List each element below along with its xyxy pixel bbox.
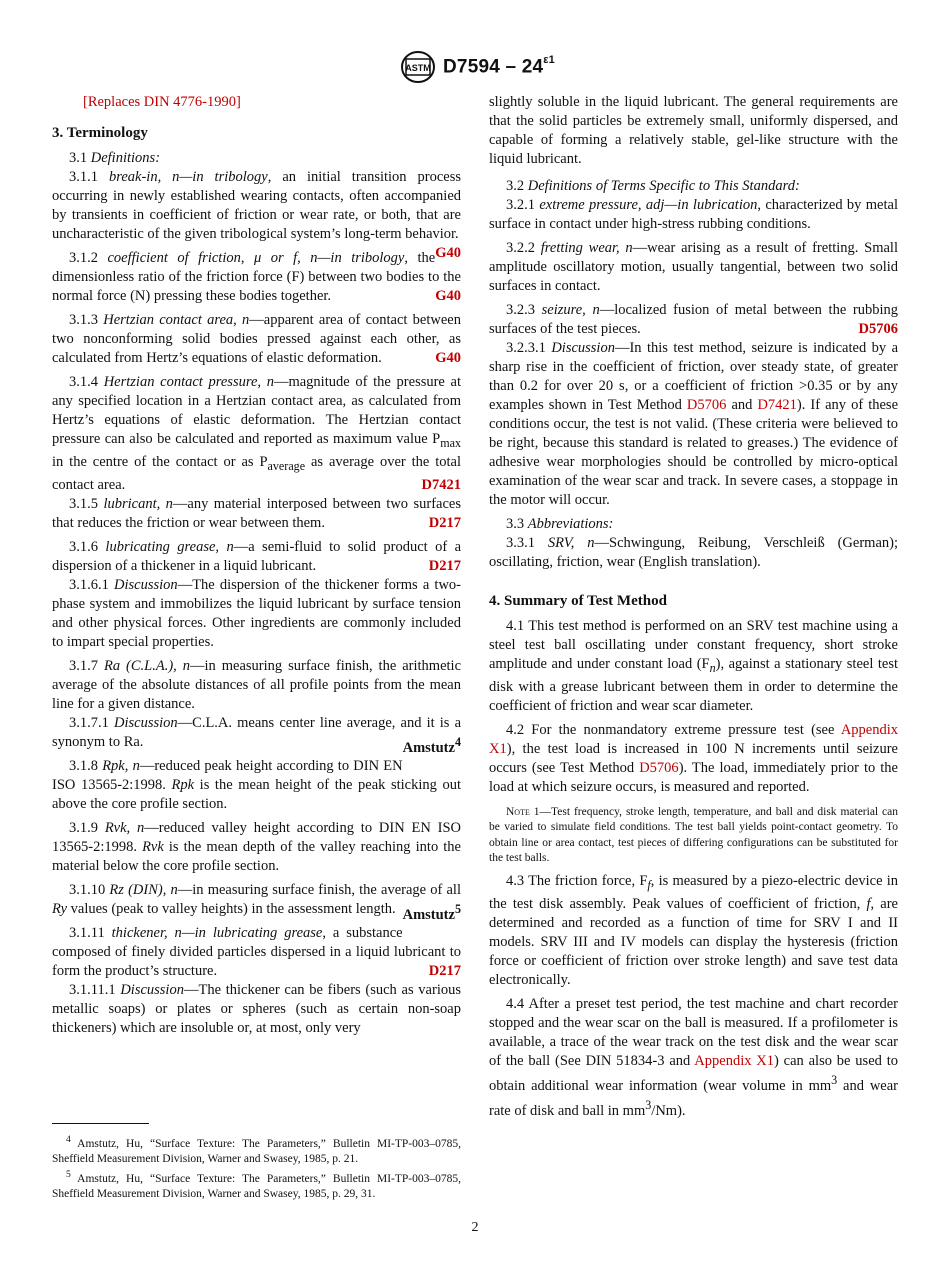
- para-3-1-7: 3.1.7 Ra (C.L.A.), n—in measuring surface finish, the arithmetic average of the absolute distances of all profile points from the mean line for a given distance.: [52, 657, 462, 712]
- standard-designation: $D7594 - 24^{\varepsilon 1}$: [443, 54, 555, 78]
- para-3-1-9: 3.1.9 Rvk, n—reduced valley height according to DIN EN ISO 13565-2:1998. Rvk is the mean depth of the valley reaching into the material below the core profile section.: [52, 819, 462, 874]
- para-3-1-3: 3.1.3 Hertzian contact area, n—apparent area of contact between two nonconforming solid bodies pressed against each other, as calculated from Hertz’s equations of elastic deformation. G40: [52, 312, 461, 366]
- para-4-3: 4.3 The friction force, $F_f$, is measured by a piezo-electric device in the test disk assembly. Peak values of coefficient of friction, f, are determined and recorded as a function of time for SRV I and II models. SRV III and IV models can display the hysteresis (friction force or coefficient of friction over stroke length) and save test data electronically.: [489, 872, 898, 988]
- ref-d7421[interactable]: D7421: [421, 476, 461, 493]
- link-d7421[interactable]: D7421: [757, 397, 797, 413]
- astm-logo-icon: [400, 50, 436, 84]
- link-d5706[interactable]: D5706: [639, 759, 679, 776]
- para-3-1-6-1: 3.1.6.1 Discussion—The dispersion of the thickener forms a two-phase system and immobilizes the liquid lubricant by surface tension and other physical forces. Other ingredients are commonly included to impart special properties.: [52, 576, 461, 650]
- right-column: [489, 93, 898, 1120]
- para-continued: slightly soluble in the liquid lubricant. The general requirements are that the solid particles be extremely small, uniformly dispersed, and capable of forming a relatively stable, gel-like structure with the liquid lubricant.: [489, 94, 898, 167]
- para-3-1-2: 3.1.2 coefficient of friction, μ or f, n—in tribology, the dimensionless ratio of the friction force (F) between two bodies to the normal force (N) pressing these bodies together. G40: [52, 250, 461, 304]
- para-3-2-2: 3.2.2 fretting wear, n—wear arising as a result of fretting. Small amplitude oscillatory motion, usually tangential, between two solid surfaces in contact.: [489, 240, 898, 294]
- section-4-heading: 4. Summary of Test Method: [489, 593, 667, 609]
- para-3-1-8: 3.1.8 Rpk, n—reduced peak height according to DIN EN ISO 13565-2:1998. Rpk is the mean height of the peak sticking out above the core profile section.: [52, 757, 461, 812]
- para-3-1: 3.1 Definitions:: [69, 150, 161, 166]
- para-3-1-5: 3.1.5 lubricant, n—any material interposed between two surfaces that reduces the friction or wear between them. D217: [52, 495, 461, 531]
- footnote-divider: [52, 1123, 149, 1124]
- footnote-4: $^4$ Amstutz, Hu, “Surface Texture: The Parameters,” Bulletin MI-TP-003–0785, Sheffield Measurement Division, Warner and Swasey, 1985, p. 21.: [52, 1134, 461, 1165]
- ref-g40[interactable]: G40: [435, 288, 461, 304]
- para-3-1-4: 3.1.4 Hertzian contact pressure, n—magnitude of the pressure at any specified location in a Hertzian contact area, as calculated from Hertz’s equations of elastic deformation. The Hertzian contact pressure can also be calculated and reported as maximum value $P_{max}$ in the centre of the contact or as $P_{average}$ as average over the total contact area. D7421: [52, 374, 462, 493]
- para-3-1-1: 3.1.1 break-in, n—in tribology, an initial transition process occurring in newly established wearing contacts, often accompanied by transients in coefficient of friction or wear rate, or both, that are uncharacteristic of the given tribological system’s long-term behavior. G40: [52, 169, 462, 261]
- ref-amstutz: Amstutz$^4$: [402, 734, 461, 756]
- para-3-1-11-1: 3.1.11.1 Discussion—The thickener can be fibers (such as various metallic soaps) or plates or spheres (such as certain non-soap thickeners) which are insoluble or, at most, only very: [52, 981, 461, 1036]
- para-4-4: 4.4 After a preset test period, the test machine and chart recorder stopped and the wear scar on the ball is measured. If a profilometer is available, a trace of the wear track on the test disk and the wear scar of the ball (See DIN 51834-3 and Appendix X1) can also be used to obtain additional wear information (wear volume in $mm^3$ and wear rate of disk and ball in $mm^3/Nm$).: [489, 995, 899, 1119]
- left-column: [52, 93, 461, 1038]
- footnote-5: $^5$ Amstutz, Hu, “Surface Texture: The Parameters,” Bulletin MI-TP-003–0785, Sheffield Measurement Division, Warner and Swasey, 1985, p. 29, 31.: [52, 1168, 461, 1200]
- ref-d5706[interactable]: D5706: [858, 321, 898, 337]
- page-header: [0, 50, 950, 86]
- para-3-3-1: 3.3.1 SRV, n—Schwingung, Reibung, Verschleiß (German); oscillating, friction, wear (English translation).: [489, 535, 898, 570]
- para-3-1-11: 3.1.11 thickener, n—in lubricating grease, a substance composed of finely divided particles dispersed in a liquid lubricant to form the product’s structure. D217: [52, 924, 461, 979]
- ref-amstutz: Amstutz$^5$: [402, 901, 461, 923]
- para-3-1-6: 3.1.6 lubricating grease, n—a semi-fluid to solid product of a dispersion of a thickener in a liquid lubricant. D217: [52, 538, 462, 574]
- ref-g40[interactable]: G40: [435, 350, 461, 366]
- ref-d217[interactable]: D217: [428, 962, 461, 979]
- para-3-1-7-1: 3.1.7.1 Discussion—C.L.A. means center line average, and it is a synonym to Ra. Amstutz$^4$: [52, 714, 462, 756]
- para-4-2: 4.2 For the nonmandatory extreme pressure test (see Appendix X1), the test load is increased in 100 N increments until seizure occurs (see Test Method D5706). The load, immediately prior to the load at which seizure occurs, is measured and reported.: [489, 721, 898, 795]
- para-3-2-3-1: 3.2.3.1 Discussion—In this test method, seizure is indicated by a sharp rise in the coefficient of friction, over steady state, of greater than 0.2 for over 20 s, or a coefficient of friction >0.35 or by any examples shown in Test Method D5706 and D7421). If any of these conditions occur, the test is not valid. (These criteria were believed to be right, because this standard is related to greases.) The evidence of adhesive wear morphologies should be controlled by micro-optical examination of the wear scar and track. In severe cases, a stoppage in the motor will occur.: [489, 340, 899, 508]
- ref-d217[interactable]: D217: [428, 514, 461, 531]
- section-3-heading: 3. Terminology: [52, 125, 148, 141]
- note-1: Note 1—Test frequency, stroke length, temperature, and ball and disk material can be varied to simulate field conditions. The test ball yields point-contact geometry. To obtain line or area contact, test pieces of differing configurations can be substituted for the test balls.: [489, 805, 898, 865]
- para-3-1-10: 3.1.10 Rz (DIN), n—in measuring surface finish, the average of all Ry values (peak to valley heights) in the assessment length. Amstutz$^5$: [52, 881, 461, 923]
- link-d5706[interactable]: D5706: [686, 397, 727, 413]
- ref-d217[interactable]: D217: [428, 557, 461, 574]
- page-number: 2: [471, 1220, 479, 1235]
- footnotes: [52, 1132, 461, 1202]
- para-4-1: 4.1 This test method is performed on an SRV test machine using a steel test ball oscillating under constant frequency, short stroke amplitude and under constant load $(F_n)$, against a stationary steel test disk with a grease lubricant between them in order to determine the coefficient of friction and wear scar diameter.: [489, 618, 898, 714]
- para-3-2: 3.2 Definitions of Terms Specific to This Standard:: [506, 178, 800, 194]
- svg-text:ASTM: ASTM: [405, 63, 431, 73]
- link-appendix-x1[interactable]: Appendix X1: [489, 721, 898, 757]
- replaces-note[interactable]: [Replaces DIN 4776-1990]: [83, 94, 241, 110]
- ref-g40[interactable]: G40: [435, 245, 461, 261]
- para-3-2-3: 3.2.3 seizure, n—localized fusion of metal between the rubbing surfaces of the test pieces. D5706: [489, 302, 899, 337]
- para-3-2-1: 3.2.1 extreme pressure, adj—in lubrication, characterized by metal surface in contact under high-stress rubbing conditions.: [489, 197, 898, 232]
- para-3-3: 3.3 Abbreviations:: [506, 516, 614, 532]
- link-appendix-x1[interactable]: Appendix X1: [694, 1052, 775, 1069]
